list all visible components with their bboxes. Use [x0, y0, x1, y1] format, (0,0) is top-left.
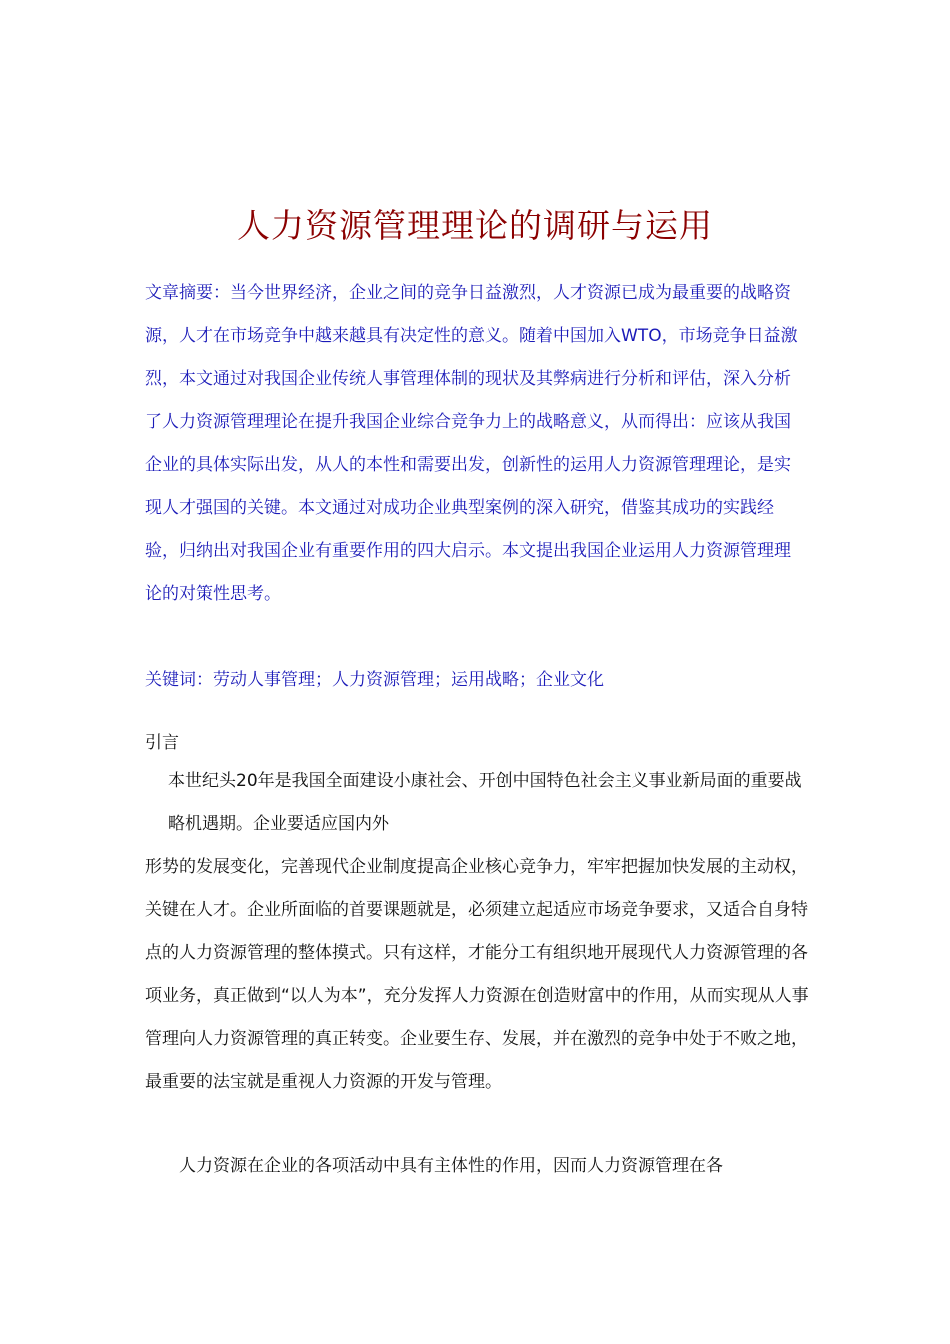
- section-heading-intro: 引言: [145, 733, 179, 753]
- document-title: 人力资源管理理论的调研与运用: [237, 206, 713, 245]
- abstract-paragraph: 文章摘要：当今世界经济，企业之间的竞争日益激烈，人才资源已成为最重要的战略资源，人才在市场竞争中越来越具有决定性的意义。随着中国加入WTO，市场竞争日益激烈，本文通过对我国企业传统人事管理体制的现状及其弊病进行分析和评估，深入分析了人力资源管理理论在提升我国企业综合竞争力上的战略意义，从而得出：应该从我国企业的具体实际出发，从人的本性和需要出发，创新性的运用人力资源管理理论，是实现人才强国的关键。本文通过对成功企业典型案例的深入研究，借鉴其成功的实践经验，归纳出对我国企业有重要作用的四大启示。本文提出我国企业运用人力资源管理理论的对策性思考。: [145, 283, 798, 604]
- intro-paragraph-1-continued: 形势的发展变化，完善现代企业制度提高企业核心竞争力，牢牢把握加快发展的主动权，关键在人才。企业所面临的首要课题就是，必须建立起适应市场竞争要求，又适合自身特点的人力资源管理的整体摸式。只有这样，才能分工有组织地开展现代人力资源管理的各项业务，真正做到“以人为本”，充分发挥人力资源在创造财富中的作用，从而实现从人事管理向人力资源管理的真正转变。企业要生存、发展，并在激烈的竞争中处于不败之地，最重要的法宝就是重视人力资源的开发与管理。: [145, 857, 809, 1092]
- keywords-line: 关键词：劳动人事管理；人力资源管理；运用战略；企业文化: [145, 670, 604, 690]
- intro-paragraph-1-indented: 本世纪头20年是我国全面建设小康社会、开创中国特色社会主义事业新局面的重要战略机遇期。企业要适应国内外: [168, 771, 802, 834]
- intro-paragraph-2: 人力资源在企业的各项活动中具有主体性的作用，因而人力资源管理在各: [179, 1156, 723, 1176]
